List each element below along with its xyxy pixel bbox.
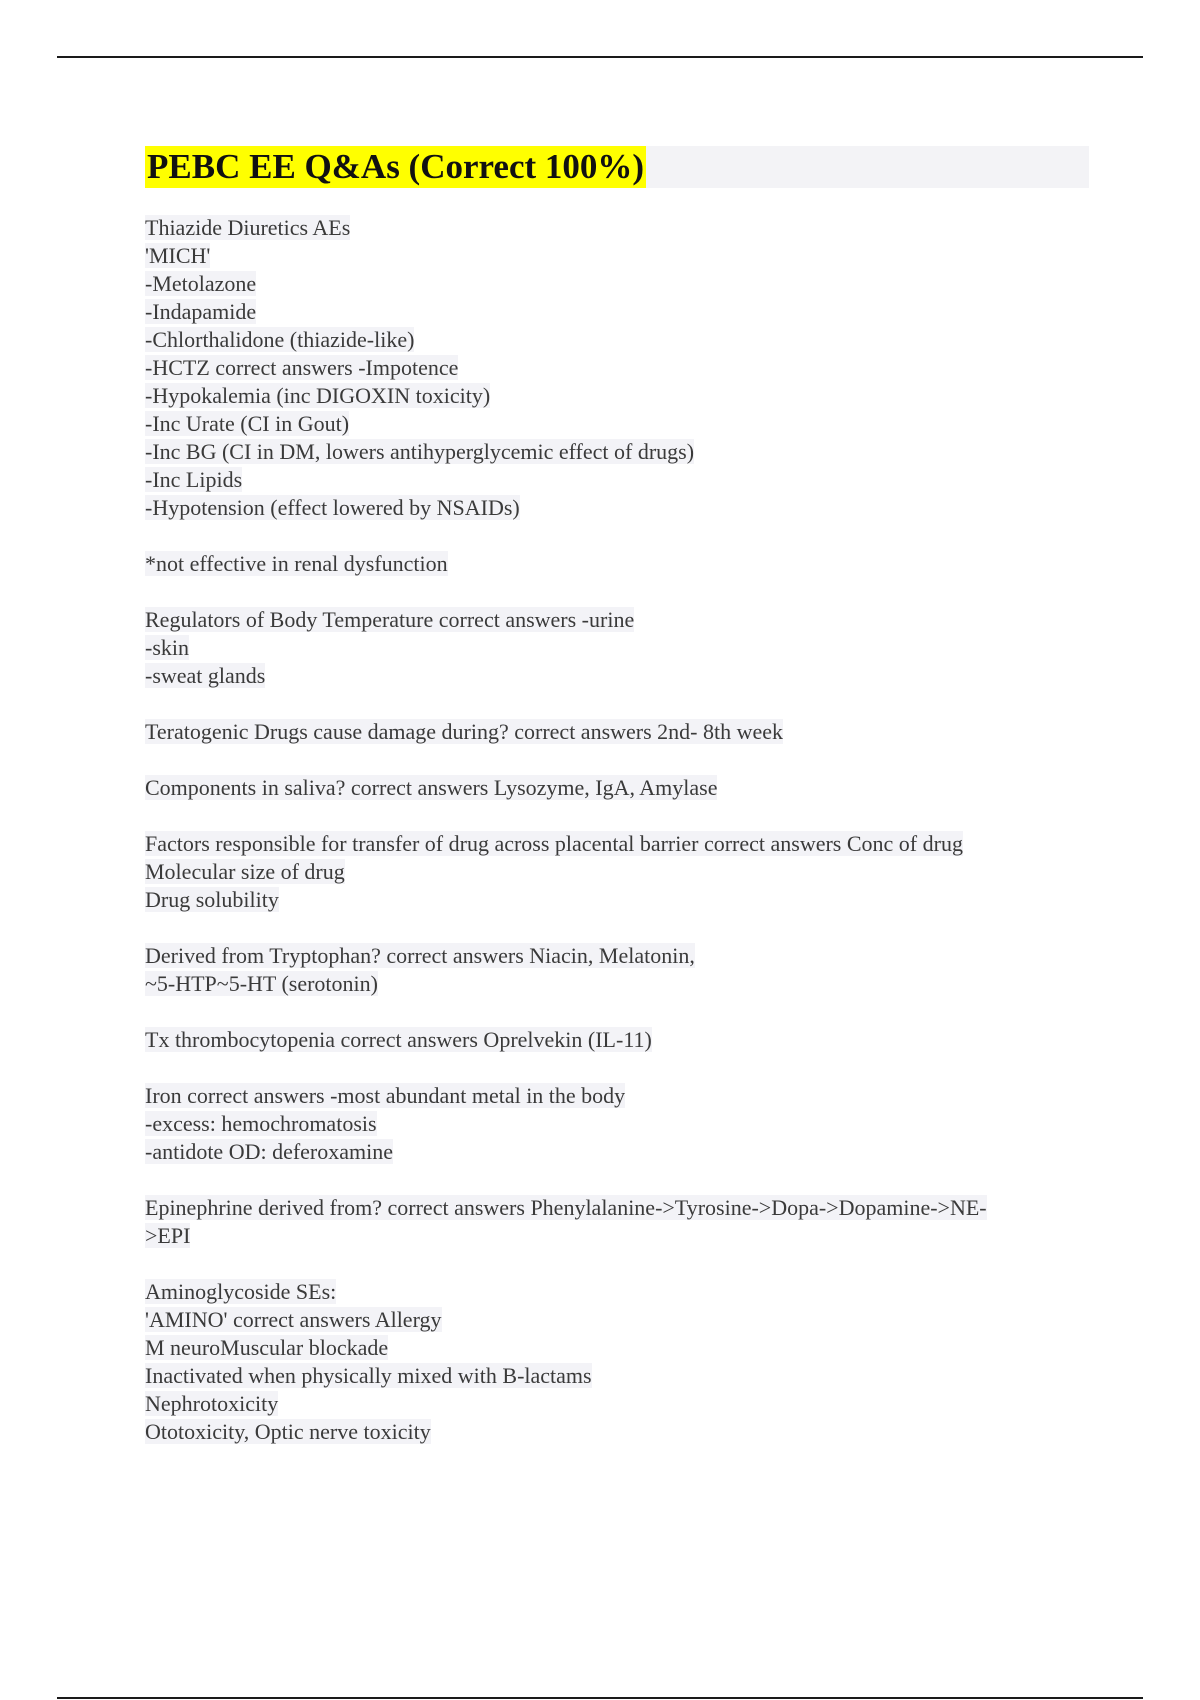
qa-line-text: Regulators of Body Temperature correct answers -urine [145,607,635,632]
qa-line-text: -Hypotension (effect lowered by NSAIDs) [145,495,520,520]
qa-line [145,466,1105,494]
qa-line [145,438,1105,466]
qa-line-text: Aminoglycoside SEs: [145,1279,337,1304]
qa-line-text: Iron correct answers -most abundant metal in the body [145,1083,626,1108]
qa-entry [145,606,1105,690]
qa-line-text: -Metolazone [145,271,257,296]
qa-line-text: Ototoxicity, Optic nerve toxicity [145,1419,431,1444]
qa-line [145,606,1105,634]
qa-line [145,1334,1105,1362]
qa-line-text: ~5-HTP~5-HT (serotonin) [145,971,378,996]
qa-line-text: -skin [145,635,189,660]
qa-entry [145,1026,1105,1054]
qa-line-text: Factors responsible for transfer of drug across placental barrier correct answers Conc of drug [145,831,963,856]
qa-line-text: Inactivated when physically mixed with B-lactams [145,1363,592,1388]
qa-line [145,830,1105,858]
qa-line-text: Epinephrine derived from? correct answers Phenylalanine->Tyrosine->Dopa->Dopamine->NE- [145,1195,987,1220]
qa-line [145,214,1105,242]
qa-line-text: Components in saliva? correct answers Lysozyme, IgA, Amylase [145,775,718,800]
qa-line [145,550,1105,578]
qa-line [145,494,1105,522]
qa-line-text: >EPI [145,1223,191,1248]
qa-line-text: -Indapamide [145,299,257,324]
qa-line-text: -antidote OD: deferoxamine [145,1139,394,1164]
qa-line [145,774,1105,802]
qa-line [145,858,1105,886]
qa-line [145,1278,1105,1306]
qa-line [145,1390,1105,1418]
qa-line-text: -Inc BG (CI in DM, lowers antihyperglycemic effect of drugs) [145,439,695,464]
qa-line [145,298,1105,326]
qa-line [145,634,1105,662]
qa-line [145,662,1105,690]
qa-line [145,886,1105,914]
qa-line [145,326,1105,354]
qa-entry [145,1278,1105,1446]
qa-line-text: Thiazide Diuretics AEs [145,215,351,240]
qa-line [145,1418,1105,1446]
qa-entry [145,718,1105,746]
qa-line-text: 'AMINO' correct answers Allergy [145,1307,442,1332]
qa-line-text: 'MICH' [145,243,211,268]
qa-line-text: Tx thrombocytopenia correct answers Oprelvekin (IL-11) [145,1027,652,1052]
qa-line [145,1306,1105,1334]
qa-line-text: -sweat glands [145,663,266,688]
qa-line [145,410,1105,438]
qa-line-text: -Inc Urate (CI in Gout) [145,411,350,436]
top-rule [57,56,1143,58]
page-title: PEBC EE Q&As (Correct 100%) [147,147,645,186]
qa-entry [145,1082,1105,1166]
qa-line-text: Derived from Tryptophan? correct answers Niacin, Melatonin, [145,943,695,968]
qa-line [145,1138,1105,1166]
qa-entry [145,830,1105,914]
qa-line-text: *not effective in renal dysfunction [145,551,448,576]
qa-line [145,382,1105,410]
qa-line [145,242,1105,270]
qa-line [145,942,1105,970]
qa-line-text: Teratogenic Drugs cause damage during? correct answers 2nd- 8th week [145,719,784,744]
qa-line [145,1082,1105,1110]
qa-line [145,1026,1105,1054]
qa-line-text: -excess: hemochromatosis [145,1111,377,1136]
qa-line-text: Nephrotoxicity [145,1391,279,1416]
qa-line [145,1222,1105,1250]
qa-line [145,270,1105,298]
qa-line-text: -HCTZ correct answers -Impotence [145,355,459,380]
qa-line [145,354,1105,382]
qa-entry [145,774,1105,802]
qa-line-text: -Hypokalemia (inc DIGOXIN toxicity) [145,383,491,408]
qa-entry [145,1194,1105,1250]
qa-line [145,1362,1105,1390]
qa-line [145,1194,1105,1222]
qa-line-text: -Inc Lipids [145,467,243,492]
qa-line [145,718,1105,746]
bottom-rule [57,1697,1143,1699]
qa-line-text: Drug solubility [145,887,279,912]
qa-line-text: Molecular size of drug [145,859,345,884]
document-body [145,214,1105,1474]
qa-line-text: M neuroMuscular blockade [145,1335,389,1360]
qa-entry [145,550,1105,578]
qa-line [145,1110,1105,1138]
qa-line [145,970,1105,998]
qa-line-text: -Chlorthalidone (thiazide-like) [145,327,415,352]
qa-entry [145,214,1105,522]
qa-entry [145,942,1105,998]
